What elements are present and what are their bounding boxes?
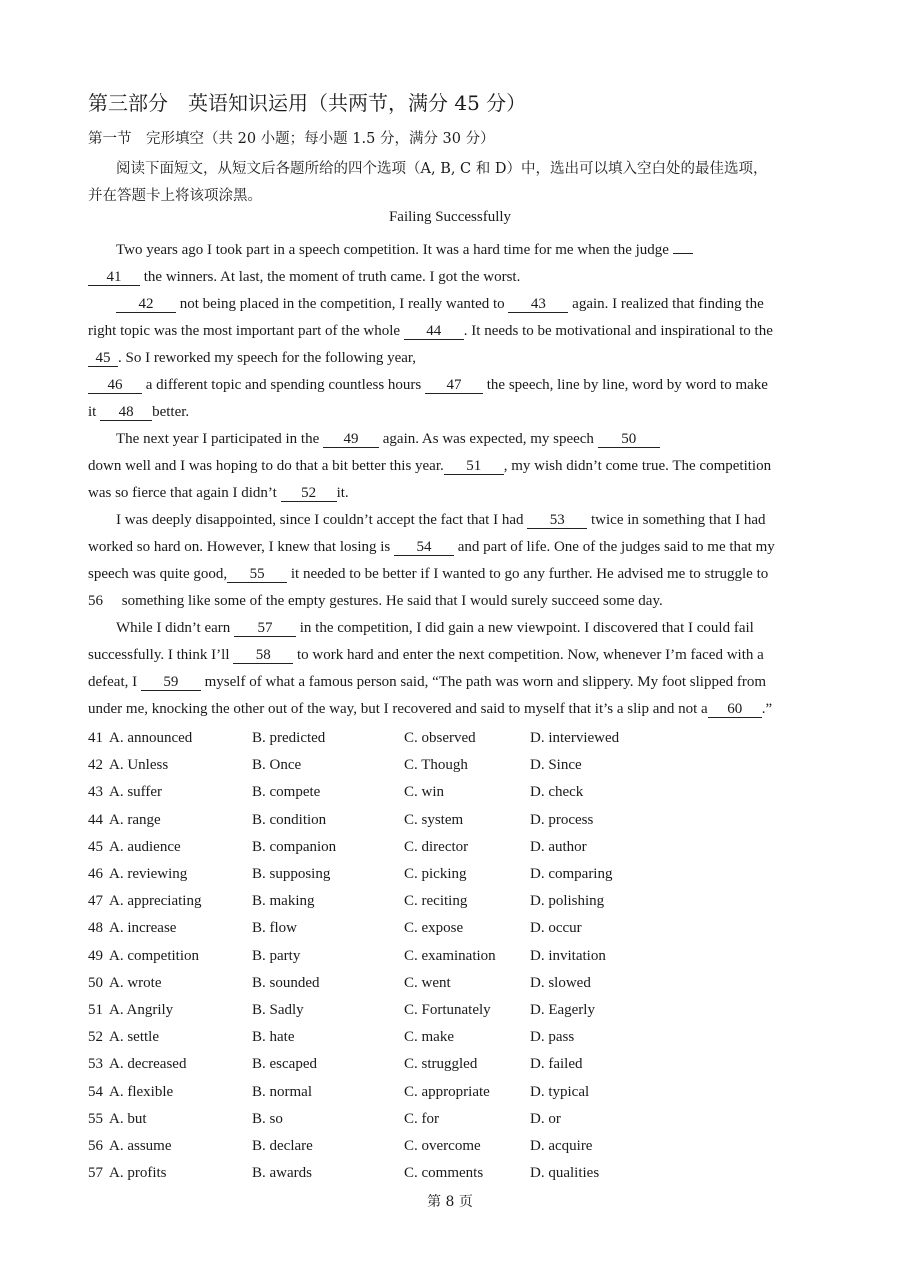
option-d: D. polishing	[530, 893, 605, 910]
option-number: 57	[88, 1165, 103, 1182]
option-a: A. competition	[109, 947, 199, 964]
option-d: D. pass	[530, 1029, 575, 1046]
option-number: 48	[88, 920, 103, 937]
option-b: B. supposing	[252, 866, 331, 882]
option-a: A. flexible	[109, 1083, 174, 1100]
passage-line: down well and I was hoping to do that a bit better this year. 51 , my wish didn’t come true. The competition	[88, 458, 772, 474]
blank	[673, 253, 693, 254]
option-d: D. comparing	[530, 866, 613, 882]
option-d: D. failed	[530, 1056, 583, 1073]
option-d: D. author	[530, 838, 587, 855]
blank-58: 58	[233, 648, 293, 664]
blank-52: 52	[281, 486, 337, 502]
passage-line: The next year I participated in the 49 again. As was expected, my speech 50	[116, 426, 660, 453]
passage-line: speech was quite good, 55 it needed to be better if I wanted to go any further. He advised me to struggle to	[88, 566, 769, 582]
option-d: D. process	[530, 811, 594, 828]
option-number: 49	[88, 947, 103, 964]
option-c: C. picking	[404, 866, 467, 882]
option-number: 55	[88, 1110, 103, 1127]
option-d: D. acquire	[530, 1138, 593, 1154]
option-a: A. settle	[109, 1029, 159, 1046]
option-a: A. Angrily	[109, 1002, 174, 1018]
passage-line: 42 not being placed in the competition, I really wanted to 43 again. I realized that finding the	[116, 291, 764, 318]
passage-line: right topic was the most important part of the whole 44 . It needs to be motivational and inspirational to the	[88, 323, 773, 339]
blank-43: 43	[508, 297, 568, 313]
option-number: 46	[88, 866, 103, 882]
option-number: 45	[88, 838, 103, 855]
option-b: B. compete	[252, 784, 321, 801]
option-d: D. qualities	[530, 1165, 600, 1182]
passage-line: successfully. I think I’ll 58 to work hard and enter the next competition. Now, whenever I’m faced with a	[88, 647, 764, 663]
passage-line: it 48 better.	[88, 404, 190, 420]
option-d: D. invitation	[530, 947, 606, 964]
blank-49: 49	[323, 432, 379, 448]
option-c: C. observed	[404, 730, 476, 746]
option-number: 44	[88, 811, 103, 828]
blank-57: 57	[234, 621, 296, 637]
option-c: C. examination	[404, 947, 496, 964]
option-b: B. predicted	[252, 730, 326, 746]
passage-line: 56 something like some of the empty gestures. He said that I would surely succeed some day.	[88, 588, 663, 615]
option-a: A. appreciating	[109, 893, 202, 910]
blank-42: 42	[116, 297, 176, 313]
option-b: B. normal	[252, 1083, 312, 1100]
passage-line: 45 . So I reworked my speech for the following year,	[88, 345, 416, 372]
blank-60: 60	[708, 702, 762, 718]
option-d: D. occur	[530, 920, 582, 937]
option-c: C. make	[404, 1029, 454, 1046]
passage-line: under me, knocking the other out of the way, but I recovered and said to myself that it’s a slip and not a 60 .”	[88, 701, 773, 717]
blank-51: 51	[444, 459, 504, 475]
option-a: A. profits	[109, 1165, 167, 1182]
option-c: C. overcome	[404, 1138, 481, 1154]
option-c: C. went	[404, 974, 451, 991]
option-b: B. flow	[252, 920, 297, 937]
option-number: 51	[88, 1002, 103, 1018]
option-number: 47	[88, 893, 103, 910]
passage-line: Two years ago I took part in a speech competition. It was a hard time for me when the judge	[116, 237, 693, 264]
option-b: B. escaped	[252, 1056, 317, 1073]
blank-41: 41	[88, 270, 140, 286]
option-a: A. but	[109, 1110, 147, 1127]
option-c: C. system	[404, 811, 464, 828]
option-c: C. for	[404, 1110, 439, 1127]
option-a: A. assume	[109, 1138, 172, 1154]
option-c: C. comments	[404, 1165, 484, 1182]
option-b: B. awards	[252, 1165, 312, 1182]
option-d: D. Eagerly	[530, 1002, 595, 1018]
option-a: A. announced	[109, 730, 193, 746]
blank-50: 50	[598, 432, 660, 448]
instruction-line-1: 阅读下面短文，从短文后各题所给的四个选项（A, B, C 和 D）中，选出可以填入空白处的最佳选项，	[116, 161, 768, 177]
option-number: 43	[88, 784, 103, 801]
option-c: C. Fortunately	[404, 1002, 491, 1018]
option-a: A. reviewing	[109, 866, 188, 882]
option-c: C. director	[404, 838, 469, 855]
passage-line: was so fierce that again I didn’t 52 it.	[88, 485, 349, 501]
option-c: C. Though	[404, 757, 468, 774]
option-a: A. decreased	[109, 1056, 187, 1073]
option-a: A. audience	[109, 838, 181, 855]
passage-line: 46 a different topic and spending countless hours 47 the speech, line by line, word by word to make	[88, 372, 768, 399]
option-c: C. appropriate	[404, 1083, 490, 1100]
option-d: D. typical	[530, 1083, 590, 1100]
option-number: 54	[88, 1083, 103, 1100]
blank-44: 44	[404, 324, 464, 340]
option-number: 52	[88, 1029, 103, 1046]
option-b: B. condition	[252, 811, 327, 828]
option-b: B. Once	[252, 757, 302, 774]
option-b: B. companion	[252, 838, 337, 855]
blank-56: 56	[88, 593, 103, 609]
option-c: C. expose	[404, 920, 464, 937]
passage-line: defeat, I 59 myself of what a famous person said, “The path was worn and slippery. My foot slipped from	[88, 674, 767, 690]
blank-55: 55	[227, 567, 287, 583]
blank-54: 54	[394, 540, 454, 556]
option-b: B. party	[252, 947, 301, 964]
instruction-line-2: 并在答题卡上将该项涂黑。	[88, 188, 262, 204]
option-a: A. wrote	[109, 974, 162, 991]
option-d: D. interviewed	[530, 730, 620, 746]
subsection-title: 第一节 完形填空（共 20 小题；每小题 1.5 分，满分 30 分）	[88, 131, 495, 147]
option-number: 41	[88, 730, 103, 746]
blank-47: 47	[425, 378, 483, 394]
option-c: C. struggled	[404, 1056, 478, 1073]
option-b: B. Sadly	[252, 1002, 304, 1018]
option-b: B. making	[252, 893, 315, 910]
section-title: 第三部分 英语知识运用（共两节，满分 45 分）	[88, 91, 527, 115]
option-c: C. win	[404, 784, 445, 801]
option-number: 42	[88, 757, 103, 774]
blank-53: 53	[527, 513, 587, 529]
option-number: 53	[88, 1056, 103, 1073]
blank-48: 48	[100, 405, 152, 421]
option-d: D. Since	[530, 757, 582, 774]
option-c: C. reciting	[404, 893, 468, 910]
blank-46: 46	[88, 378, 142, 394]
option-b: B. hate	[252, 1029, 295, 1046]
option-a: A. range	[109, 811, 161, 828]
option-number: 56	[88, 1138, 103, 1154]
option-a: A. Unless	[109, 757, 169, 774]
option-d: D. check	[530, 784, 584, 801]
passage-title: Failing Successfully	[388, 209, 512, 225]
option-a: A. suffer	[109, 784, 163, 801]
option-b: B. so	[252, 1110, 283, 1127]
option-number: 50	[88, 974, 103, 991]
passage-line: While I didn’t earn 57 in the competition, I did gain a new viewpoint. I discovered that I could fail	[116, 620, 754, 636]
option-a: A. increase	[109, 920, 177, 937]
passage-line: 41 the winners. At last, the moment of truth came. I got the worst.	[88, 264, 520, 291]
blank-45: 45	[88, 351, 118, 367]
option-d: D. slowed	[530, 974, 591, 991]
option-b: B. sounded	[252, 974, 320, 991]
blank-59: 59	[141, 675, 201, 691]
passage-line: worked so hard on. However, I knew that losing is 54 and part of life. One of the judges said to me that my	[88, 539, 775, 555]
option-d: D. or	[530, 1110, 561, 1127]
option-b: B. declare	[252, 1138, 313, 1154]
passage-line: I was deeply disappointed, since I couldn’t accept the fact that I had 53 twice in something that I had	[116, 512, 766, 528]
page-number: 第 8 页	[427, 1194, 473, 1210]
